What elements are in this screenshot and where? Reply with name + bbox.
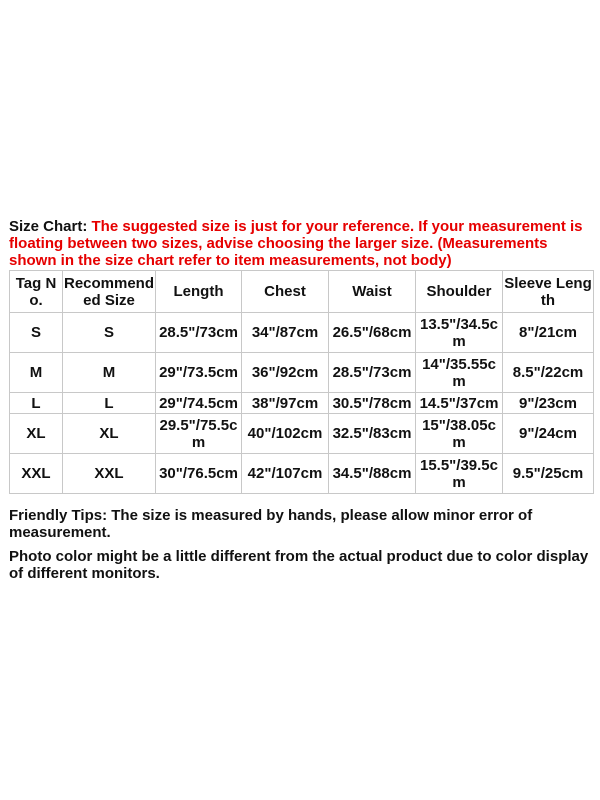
cell-length: 29"/74.5cm [156,393,242,414]
size-chart-intro [9,218,593,269]
cell-shoulder: 15.5"/39.5cm [416,454,503,494]
cell-chest: 34"/87cm [242,313,329,353]
friendly-tips: Friendly Tips: The size is measured by hands, please allow minor error of measurement. [9,507,533,541]
cell-chest: 42"/107cm [242,454,329,494]
cell-tag-no: L [10,393,63,414]
cell-length: 29"/73.5cm [156,353,242,393]
size-chart-table [9,270,594,494]
header-chest: Chest [242,271,329,313]
cell-shoulder: 13.5"/34.5cm [416,313,503,353]
table-row [10,454,594,494]
header-length: Length [156,271,242,313]
cell-waist: 34.5"/88cm [329,454,416,494]
photo-color-note: Photo color might be a little different from the actual product due to color display of different monitors. [9,548,589,582]
cell-chest: 36"/92cm [242,353,329,393]
cell-tag-no: XXL [10,454,63,494]
cell-chest: 40"/102cm [242,414,329,454]
cell-length: 28.5"/73cm [156,313,242,353]
cell-sleeve-length: 8.5"/22cm [503,353,594,393]
cell-shoulder: 14.5"/37cm [416,393,503,414]
header-tag-no: Tag No. [10,271,63,313]
cell-recommended-size: S [63,313,156,353]
cell-shoulder: 15"/38.05cm [416,414,503,454]
header-shoulder: Shoulder [416,271,503,313]
cell-waist: 26.5"/68cm [329,313,416,353]
cell-waist: 30.5"/78cm [329,393,416,414]
cell-sleeve-length: 8"/21cm [503,313,594,353]
cell-sleeve-length: 9.5"/25cm [503,454,594,494]
size-chart-note: The suggested size is just for your reference. If your measurement is floating between two sizes, advise choosing the larger size. (Measurements shown in the size chart refer to item measurements, not body) [9,218,583,269]
cell-recommended-size: XXL [63,454,156,494]
cell-recommended-size: XL [63,414,156,454]
table-row [10,353,594,393]
size-chart-label: Size Chart: [9,218,92,235]
table-row [10,414,594,454]
table-row [10,393,594,414]
cell-waist: 32.5"/83cm [329,414,416,454]
header-sleeve-length: Sleeve Length [503,271,594,313]
header-recommended-size: Recommended Size [63,271,156,313]
cell-tag-no: XL [10,414,63,454]
cell-length: 30"/76.5cm [156,454,242,494]
cell-tag-no: M [10,353,63,393]
cell-waist: 28.5"/73cm [329,353,416,393]
table-row [10,313,594,353]
cell-shoulder: 14"/35.55cm [416,353,503,393]
cell-sleeve-length: 9"/23cm [503,393,594,414]
cell-recommended-size: L [63,393,156,414]
header-waist: Waist [329,271,416,313]
cell-chest: 38"/97cm [242,393,329,414]
cell-sleeve-length: 9"/24cm [503,414,594,454]
cell-length: 29.5"/75.5cm [156,414,242,454]
cell-recommended-size: M [63,353,156,393]
table-header-row [10,271,594,313]
cell-tag-no: S [10,313,63,353]
